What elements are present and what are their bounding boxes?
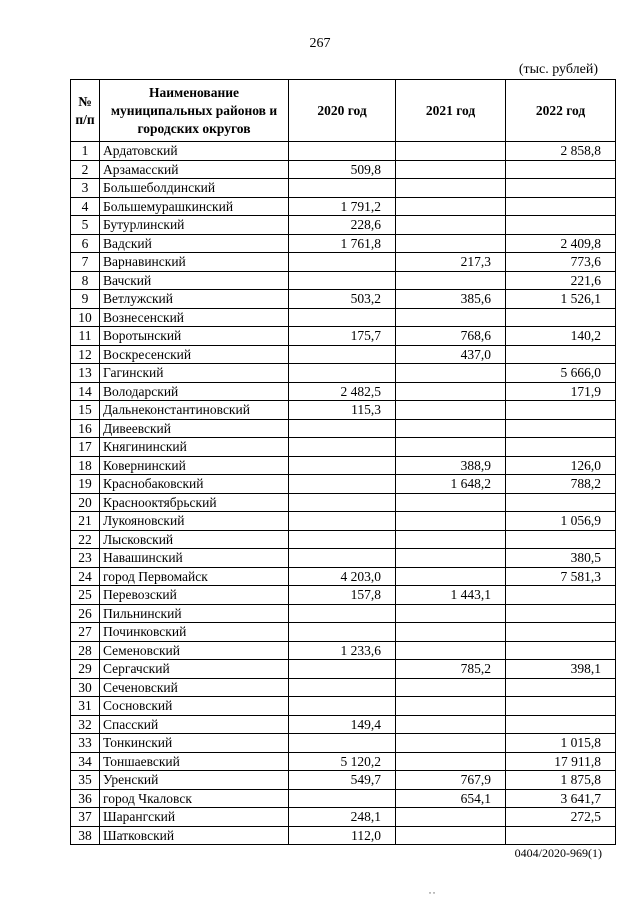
district-name: Семеновский [100,641,289,660]
value-2020 [289,789,396,808]
value-2020: 248,1 [289,808,396,827]
value-2020: 1 761,8 [289,234,396,253]
district-name: Сосновский [100,697,289,716]
value-2022 [506,401,616,420]
row-number: 12 [71,345,100,364]
district-name: Шатковский [100,826,289,845]
header-name: Наименование муниципальных районов и городских округов [100,80,289,142]
row-number: 21 [71,512,100,531]
row-number: 10 [71,308,100,327]
district-name: Лукояновский [100,512,289,531]
district-name: город Первомайск [100,567,289,586]
district-name: Большемурашкинский [100,197,289,216]
value-2022 [506,530,616,549]
row-number: 26 [71,604,100,623]
district-name: Тонкинский [100,734,289,753]
district-name: Вадский [100,234,289,253]
district-name: Гагинский [100,364,289,383]
value-2022 [506,308,616,327]
document-code: 0404/2020-969(1) [514,846,602,860]
value-2022 [506,160,616,179]
table-row [71,623,616,642]
district-name: Перевозский [100,586,289,605]
value-2021 [396,364,506,383]
value-2020 [289,364,396,383]
row-number: 5 [71,216,100,235]
district-name: Вачский [100,271,289,290]
value-2020 [289,604,396,623]
value-2020: 228,6 [289,216,396,235]
district-name: Арзамасский [100,160,289,179]
table-body [71,142,616,845]
value-2022: 221,6 [506,271,616,290]
page-number: 267 [309,36,331,51]
value-2020 [289,530,396,549]
units-label: (тыс. рублей) [518,62,598,77]
value-2020: 149,4 [289,715,396,734]
table-row [71,234,616,253]
scan-mark: ˙˙ [428,889,436,903]
value-2022: 126,0 [506,456,616,475]
district-name: Варнавинский [100,253,289,272]
row-number: 1 [71,142,100,161]
district-name: Шарангский [100,808,289,827]
value-2020 [289,660,396,679]
value-2020 [289,623,396,642]
value-2021 [396,567,506,586]
value-2021 [396,752,506,771]
row-number: 19 [71,475,100,494]
table-row [71,512,616,531]
district-name: Воротынский [100,327,289,346]
value-2020 [289,179,396,198]
value-2022: 398,1 [506,660,616,679]
district-name: Тоншаевский [100,752,289,771]
value-2022 [506,641,616,660]
value-2021: 768,6 [396,327,506,346]
table-row [71,752,616,771]
value-2020 [289,271,396,290]
value-2020 [289,308,396,327]
row-number: 2 [71,160,100,179]
table-row [71,142,616,161]
header-num: № п/п [71,80,100,142]
table-row [71,697,616,716]
value-2020 [289,549,396,568]
value-2021: 767,9 [396,771,506,790]
district-name: Ковернинский [100,456,289,475]
district-name: Дальнеконстантиновский [100,401,289,420]
value-2022 [506,697,616,716]
value-2020: 5 120,2 [289,752,396,771]
table-row [71,586,616,605]
value-2022 [506,623,616,642]
table-row [71,734,616,753]
value-2020: 2 482,5 [289,382,396,401]
value-2022 [506,438,616,457]
table-row [71,549,616,568]
row-number: 14 [71,382,100,401]
row-number: 23 [71,549,100,568]
value-2022 [506,197,616,216]
table-row [71,271,616,290]
header-2021: 2021 год [396,80,506,142]
value-2020 [289,419,396,438]
district-name: Краснооктябрьский [100,493,289,512]
district-name: Ардатовский [100,142,289,161]
row-number: 28 [71,641,100,660]
value-2021 [396,142,506,161]
value-2020: 1 233,6 [289,641,396,660]
table-row [71,160,616,179]
table-row [71,308,616,327]
district-name: Краснобаковский [100,475,289,494]
table-row [71,567,616,586]
row-number: 9 [71,290,100,309]
value-2022 [506,586,616,605]
row-number: 16 [71,419,100,438]
value-2020 [289,438,396,457]
table-row [71,530,616,549]
subsidy-table [70,79,616,845]
value-2021 [396,530,506,549]
value-2022: 5 666,0 [506,364,616,383]
row-number: 18 [71,456,100,475]
district-name: Княгининский [100,438,289,457]
value-2021: 388,9 [396,456,506,475]
value-2020 [289,697,396,716]
value-2022 [506,826,616,845]
row-number: 3 [71,179,100,198]
district-name: Бутурлинский [100,216,289,235]
row-number: 33 [71,734,100,753]
value-2020: 157,8 [289,586,396,605]
row-number: 34 [71,752,100,771]
row-number: 22 [71,530,100,549]
value-2022: 1 875,8 [506,771,616,790]
value-2020 [289,475,396,494]
value-2021 [396,197,506,216]
value-2022: 272,5 [506,808,616,827]
value-2022 [506,419,616,438]
value-2021 [396,678,506,697]
district-name: Лысковский [100,530,289,549]
value-2022: 3 641,7 [506,789,616,808]
district-name: Сергачский [100,660,289,679]
district-name: Сеченовский [100,678,289,697]
value-2020 [289,345,396,364]
value-2022 [506,216,616,235]
value-2021: 785,2 [396,660,506,679]
district-name: Воскресенский [100,345,289,364]
table-row [71,678,616,697]
row-number: 20 [71,493,100,512]
table-row [71,660,616,679]
value-2022 [506,678,616,697]
table-row [71,493,616,512]
header-2020: 2020 год [289,80,396,142]
row-number: 37 [71,808,100,827]
value-2021 [396,419,506,438]
value-2022: 1 056,9 [506,512,616,531]
value-2021: 217,3 [396,253,506,272]
table-row [71,401,616,420]
value-2022: 140,2 [506,327,616,346]
row-number: 36 [71,789,100,808]
value-2021 [396,401,506,420]
district-name: город Чкаловск [100,789,289,808]
table-row [71,475,616,494]
district-name: Пильнинский [100,604,289,623]
table-row [71,197,616,216]
value-2020: 1 791,2 [289,197,396,216]
district-name: Спасский [100,715,289,734]
table-row [71,327,616,346]
value-2021 [396,549,506,568]
value-2021 [396,216,506,235]
value-2022 [506,715,616,734]
value-2022 [506,604,616,623]
value-2020 [289,734,396,753]
table-row [71,808,616,827]
table-row [71,253,616,272]
value-2020: 175,7 [289,327,396,346]
value-2020 [289,142,396,161]
value-2020: 115,3 [289,401,396,420]
row-number: 25 [71,586,100,605]
value-2022: 380,5 [506,549,616,568]
value-2020 [289,678,396,697]
row-number: 29 [71,660,100,679]
value-2022: 1 015,8 [506,734,616,753]
row-number: 8 [71,271,100,290]
table-row [71,345,616,364]
value-2021: 654,1 [396,789,506,808]
table-row [71,789,616,808]
value-2022: 788,2 [506,475,616,494]
value-2020: 549,7 [289,771,396,790]
table-row [71,604,616,623]
value-2021 [396,493,506,512]
table-row [71,438,616,457]
value-2021 [396,697,506,716]
row-number: 24 [71,567,100,586]
table-header-row [71,80,616,142]
value-2021 [396,512,506,531]
table-row [71,715,616,734]
value-2021: 1 648,2 [396,475,506,494]
row-number: 4 [71,197,100,216]
value-2021 [396,271,506,290]
district-name: Вознесенский [100,308,289,327]
table-row [71,290,616,309]
row-number: 6 [71,234,100,253]
value-2022: 2 409,8 [506,234,616,253]
district-name: Володарский [100,382,289,401]
row-number: 32 [71,715,100,734]
district-name: Большеболдинский [100,179,289,198]
value-2020: 4 203,0 [289,567,396,586]
district-name: Починковский [100,623,289,642]
district-name: Ветлужский [100,290,289,309]
row-number: 15 [71,401,100,420]
row-number: 35 [71,771,100,790]
value-2020: 509,8 [289,160,396,179]
value-2022 [506,179,616,198]
value-2021 [396,382,506,401]
value-2021 [396,160,506,179]
table-row [71,771,616,790]
value-2020 [289,456,396,475]
value-2021 [396,308,506,327]
value-2022: 773,6 [506,253,616,272]
value-2020: 112,0 [289,826,396,845]
table-row [71,826,616,845]
value-2022 [506,345,616,364]
value-2021 [396,826,506,845]
value-2020: 503,2 [289,290,396,309]
value-2021 [396,641,506,660]
table-row [71,382,616,401]
value-2021 [396,179,506,198]
value-2021 [396,234,506,253]
district-name: Навашинский [100,549,289,568]
row-number: 13 [71,364,100,383]
row-number: 17 [71,438,100,457]
row-number: 7 [71,253,100,272]
row-number: 27 [71,623,100,642]
value-2021: 437,0 [396,345,506,364]
table-row [71,179,616,198]
value-2021: 1 443,1 [396,586,506,605]
value-2020 [289,253,396,272]
value-2022: 2 858,8 [506,142,616,161]
table-row [71,364,616,383]
row-number: 38 [71,826,100,845]
value-2022: 1 526,1 [506,290,616,309]
table-row [71,216,616,235]
header-2022: 2022 год [506,80,616,142]
row-number: 30 [71,678,100,697]
value-2021 [396,604,506,623]
district-name: Уренский [100,771,289,790]
value-2022 [506,493,616,512]
value-2022: 7 581,3 [506,567,616,586]
row-number: 31 [71,697,100,716]
value-2022: 17 911,8 [506,752,616,771]
value-2021 [396,715,506,734]
table-row [71,456,616,475]
table-row [71,641,616,660]
district-name: Дивеевский [100,419,289,438]
value-2020 [289,493,396,512]
value-2022: 171,9 [506,382,616,401]
table-row [71,419,616,438]
value-2021 [396,734,506,753]
value-2021 [396,438,506,457]
value-2021 [396,808,506,827]
value-2021: 385,6 [396,290,506,309]
value-2020 [289,512,396,531]
value-2021 [396,623,506,642]
row-number: 11 [71,327,100,346]
